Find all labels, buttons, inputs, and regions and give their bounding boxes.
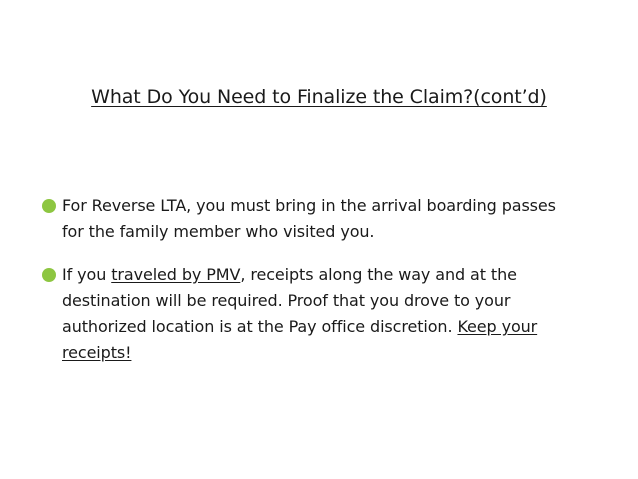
bullet-line: destination will be required. Proof that you drove to your xyxy=(62,291,511,310)
bullet-text-segment: , receipts along the way and at the xyxy=(240,265,517,284)
keep-your-receipts-link-cont[interactable]: receipts! xyxy=(62,343,132,362)
bullet-text xyxy=(62,265,537,362)
bullet-text-segment: authorized location is at the Pay office discretion. xyxy=(62,317,458,336)
bullet-item-reverse-lta xyxy=(40,193,600,245)
bullet-item-pmv xyxy=(40,262,600,366)
bullet-text-segment: If you xyxy=(62,265,112,284)
bullet-line: for the family member who visited you. xyxy=(62,222,375,241)
bullet-list xyxy=(40,193,600,366)
slide-title: What Do You Need to Finalize the Claim?(cont’d) xyxy=(91,86,547,108)
keep-your-receipts-link[interactable]: Keep your xyxy=(457,317,538,336)
bullet-dot-icon xyxy=(42,199,56,213)
traveled-by-pmv-link[interactable]: traveled by PMV xyxy=(111,265,241,284)
bullet-dot-icon xyxy=(42,268,56,282)
bullet-line: For Reverse LTA, you must bring in the arrival boarding passes xyxy=(62,196,556,215)
bullet-text xyxy=(62,196,556,241)
